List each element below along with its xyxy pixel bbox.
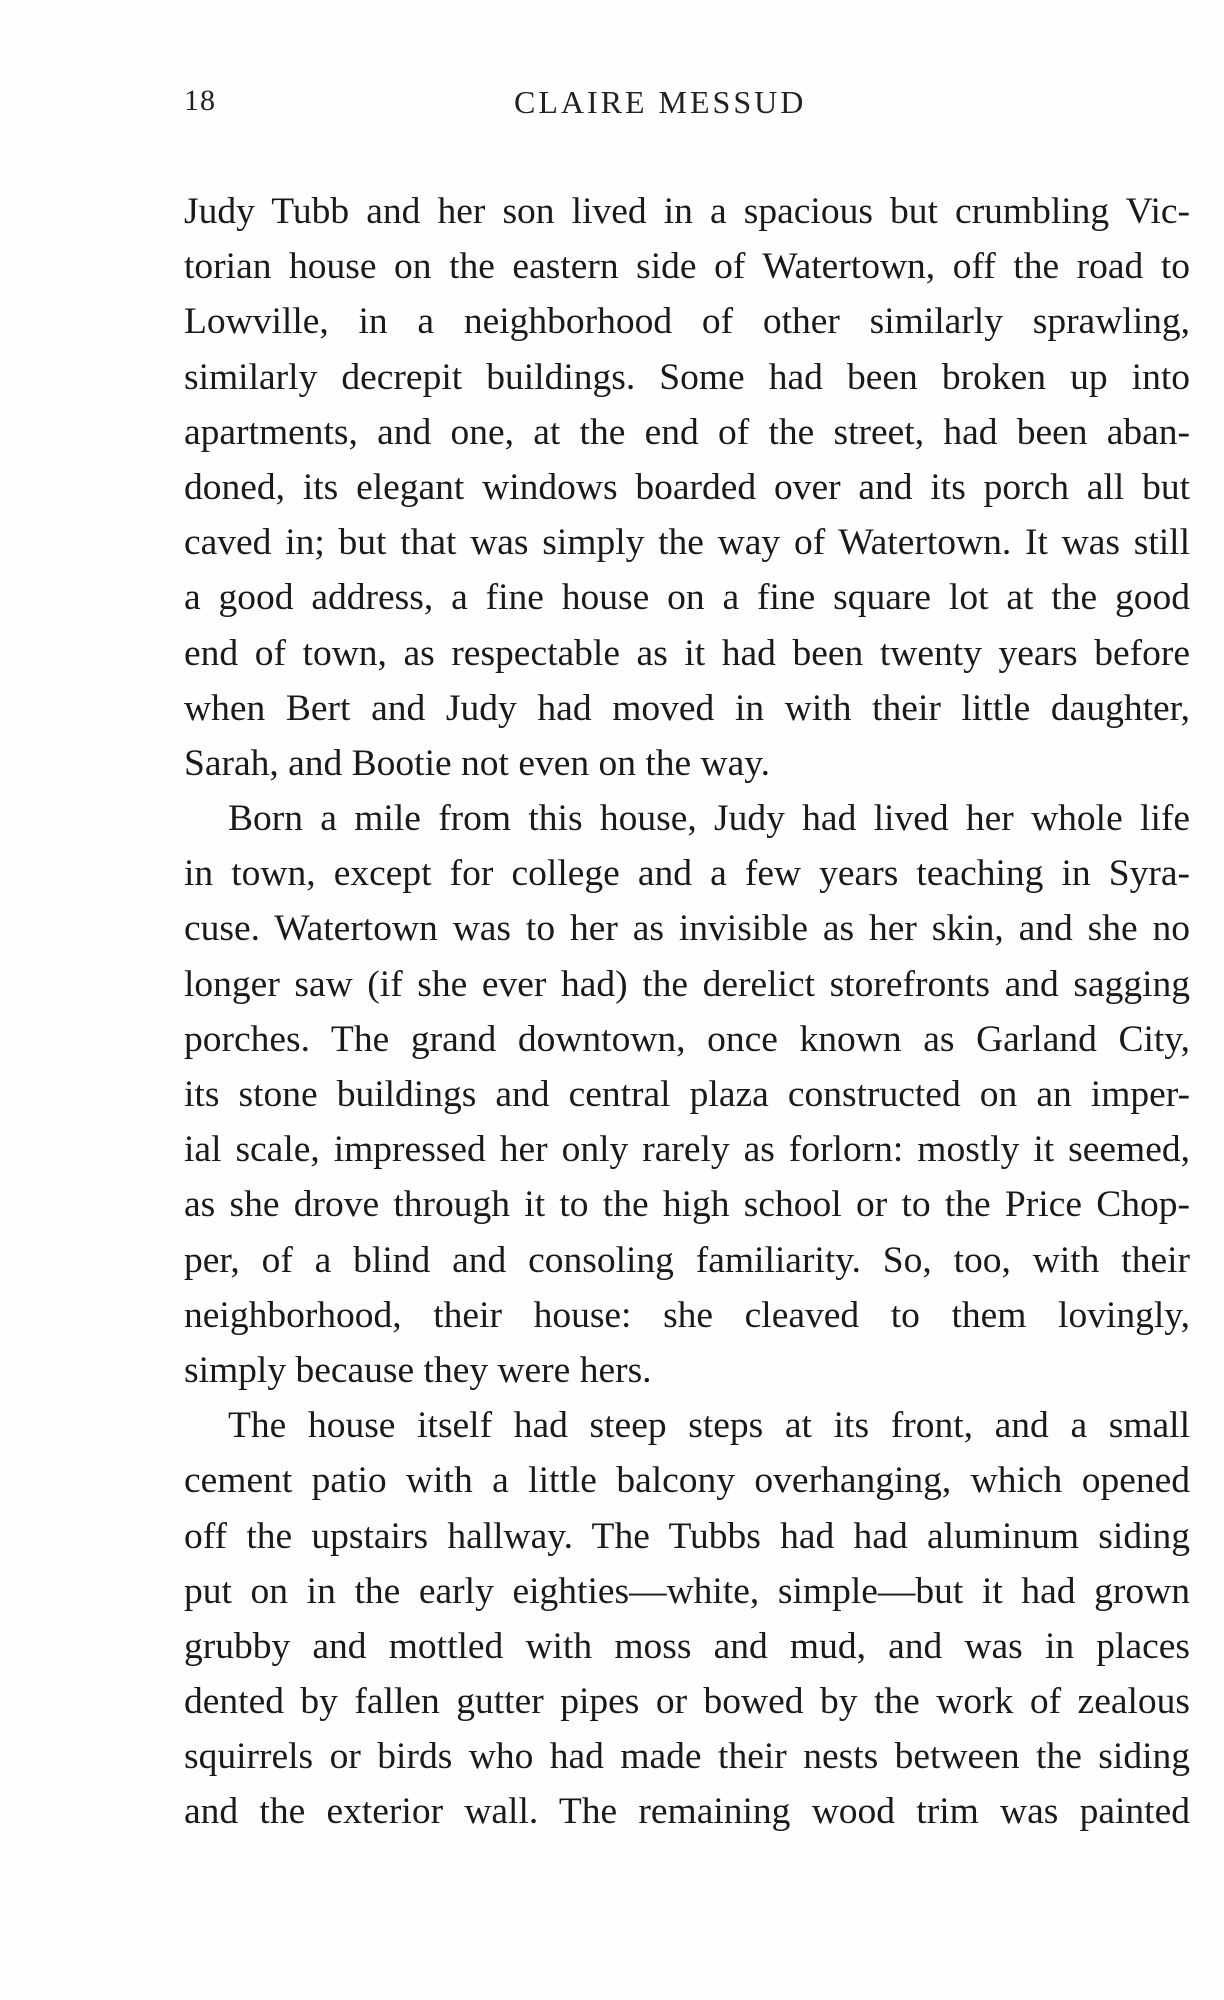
text-line: per, of a blind and consoling familiarity. So, too, with their: [184, 1239, 1190, 1281]
text-line: Sarah, and Bootie not even on the way.: [184, 742, 770, 784]
text-line: The house itself had steep steps at its front, and a small: [228, 1405, 1190, 1447]
paragraph-1: [184, 184, 1190, 791]
text-line: similarly decrepit buildings. Some had been broken up into: [184, 356, 1190, 398]
text-line: apartments, and one, at the end of the street, had been aban-: [184, 411, 1190, 453]
text-line: when Bert and Judy had moved in with their little daughter,: [184, 687, 1190, 729]
text-line: cement patio with a little balcony overhanging, which opened: [184, 1460, 1190, 1502]
text-line: squirrels or birds who had made their nests between the siding: [184, 1736, 1190, 1778]
text-line: torian house on the eastern side of Watertown, off the road to: [184, 246, 1190, 288]
text-line: simply because they were hers.: [184, 1349, 652, 1391]
text-line: dented by fallen gutter pipes or bowed by the work of zealous: [184, 1681, 1190, 1723]
body-text: [184, 184, 1190, 1840]
text-line: cuse. Watertown was to her as invisible as her skin, and she no: [184, 908, 1190, 950]
page-header: [184, 84, 1190, 128]
text-line: ial scale, impressed her only rarely as forlorn: mostly it seemed,: [184, 1129, 1190, 1171]
text-line: put on in the early eighties—white, simple—but it had grown: [184, 1570, 1190, 1612]
text-line: as she drove through it to the high school or to the Price Chop-: [184, 1184, 1190, 1226]
text-line: a good address, a fine house on a fine square lot at the good: [184, 577, 1190, 619]
running-head-author: CLAIRE MESSUD: [514, 84, 807, 120]
text-line: Judy Tubb and her son lived in a spacious but crumbling Vic-: [184, 191, 1190, 232]
paragraph-2: [184, 791, 1190, 1398]
text-line: grubby and mottled with moss and mud, and was in places: [184, 1625, 1190, 1667]
text-line: neighborhood, their house: she cleaved to them lovingly,: [184, 1294, 1190, 1336]
text-line: and the exterior wall. The remaining wood trim was painted: [184, 1791, 1190, 1833]
page-number: 18: [184, 84, 216, 117]
paragraph-3: [184, 1398, 1190, 1840]
text-line: porches. The grand downtown, once known as Garland City,: [184, 1018, 1190, 1060]
text-line: doned, its elegant windows boarded over and its porch all but: [184, 466, 1190, 508]
text-line: in town, except for college and a few years teaching in Syra-: [184, 853, 1190, 895]
text-line: caved in; but that was simply the way of Watertown. It was still: [184, 522, 1190, 564]
text-line: Born a mile from this house, Judy had lived her whole life: [228, 798, 1190, 840]
text-line: off the upstairs hallway. The Tubbs had had aluminum siding: [184, 1515, 1190, 1557]
text-line: longer saw (if she ever had) the derelict storefronts and sagging: [184, 963, 1190, 1005]
text-line: Lowville, in a neighborhood of other similarly sprawling,: [184, 301, 1190, 343]
text-line: its stone buildings and central plaza constructed on an imper-: [184, 1074, 1190, 1115]
text-line: end of town, as respectable as it had been twenty years before: [184, 632, 1190, 674]
